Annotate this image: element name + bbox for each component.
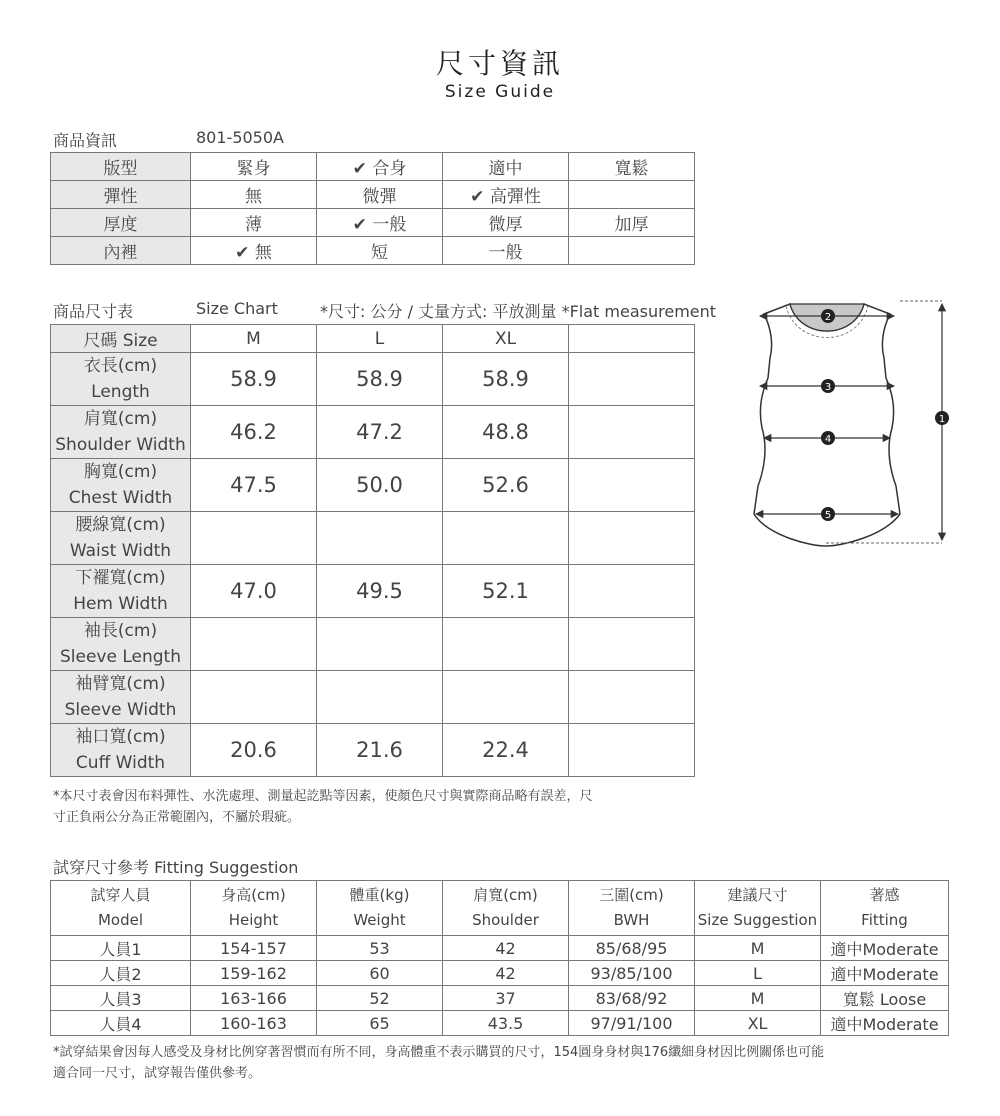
size-value: 58.9 [443, 353, 569, 406]
attr-name: 厚度 [51, 209, 191, 237]
size-row-label-zh: 胸寬(cm) [83, 462, 158, 482]
size-chart-label: 商品尺寸表 [53, 302, 134, 321]
fitting-header-cell [695, 881, 821, 936]
page-subtitle: Size Guide [444, 82, 556, 102]
size-row-hem [51, 565, 695, 618]
fitting-cell: 42 [443, 961, 569, 986]
fitting-table [50, 880, 949, 1036]
attr-row-elasticity [51, 181, 695, 209]
size-value: 52.1 [443, 565, 569, 618]
col-zh: 試穿人員 [90, 886, 151, 904]
attr-name: 彈性 [51, 181, 191, 209]
attr-name: 內裡 [51, 237, 191, 265]
attr-option: 微厚 [443, 209, 569, 237]
attr-row-lining [51, 237, 695, 265]
size-value [569, 724, 695, 777]
size-row-label-en: Shoulder Width [55, 435, 186, 455]
svg-text:4: 4 [824, 434, 832, 445]
col-en: Weight [353, 911, 406, 929]
attr-row-thickness [51, 209, 695, 237]
fitting-row [51, 1011, 949, 1036]
size-value [317, 671, 443, 724]
size-value [569, 512, 695, 565]
attr-option [569, 181, 695, 209]
size-header-cell [569, 325, 695, 353]
fitting-cell: 人員4 [51, 1011, 191, 1036]
size-row-label-en: Waist Width [69, 541, 172, 561]
size-value: 48.8 [443, 406, 569, 459]
fitting-cell: 適中Moderate [821, 1011, 949, 1036]
size-value [191, 671, 317, 724]
col-zh: 體重(kg) [349, 886, 410, 904]
size-value: 20.6 [191, 724, 317, 777]
disclaimer-line: *試穿結果會因每人感受及身材比例穿著習慣而有所不同，身高體重不表示購買的尺寸，154圓身身材與176纖細身材因比例關係也可能 [53, 1045, 825, 1060]
size-row-label [51, 565, 191, 618]
size-value [191, 512, 317, 565]
garment-measurement-diagram [752, 296, 962, 550]
fitting-row [51, 986, 949, 1011]
size-value: 47.5 [191, 459, 317, 512]
measurement-note: *尺寸: 公分 / 丈量方式: 平放測量 *Flat measurement [320, 302, 717, 321]
attr-option: 薄 [191, 209, 317, 237]
fitting-cell: L [695, 961, 821, 986]
product-info-label: 商品資訊 [53, 131, 118, 150]
marker-5 [821, 507, 835, 521]
fitting-header-cell [191, 881, 317, 936]
fitting-header-cell [443, 881, 569, 936]
size-chart-disclaimer [53, 786, 593, 828]
size-value [569, 565, 695, 618]
fitting-cell: 42 [443, 936, 569, 961]
fitting-disclaimer [53, 1042, 824, 1084]
size-value: 47.2 [317, 406, 443, 459]
size-value [443, 671, 569, 724]
fitting-cell: 適中Moderate [821, 936, 949, 961]
attr-option [569, 237, 695, 265]
col-zh: 著感 [869, 886, 900, 904]
fitting-cell: 97/91/100 [569, 1011, 695, 1036]
size-value: 22.4 [443, 724, 569, 777]
size-row-label [51, 618, 191, 671]
attr-option: 緊身 [191, 153, 317, 181]
size-value: 46.2 [191, 406, 317, 459]
size-value [443, 618, 569, 671]
size-row-label-zh: 下襬寬(cm) [75, 568, 166, 588]
fitting-cell: 160-163 [191, 1011, 317, 1036]
svg-text:5: 5 [824, 510, 832, 521]
size-value: 50.0 [317, 459, 443, 512]
size-value: 49.5 [317, 565, 443, 618]
size-row-label-zh: 肩寬(cm) [83, 409, 158, 429]
attr-option: ✔ 高彈性 [443, 181, 569, 209]
size-row-label-en: Chest Width [68, 488, 173, 508]
size-row-label-zh: 腰線寬(cm) [75, 515, 166, 535]
fitting-cell: 159-162 [191, 961, 317, 986]
fitting-cell: 寬鬆 Loose [821, 986, 949, 1011]
attr-option: 短 [317, 237, 443, 265]
attr-option: ✔ 無 [191, 237, 317, 265]
attr-option: 加厚 [569, 209, 695, 237]
disclaimer-line: *本尺寸表會因布料彈性、水洗處理、測量起訖點等因素，使顏色尺寸與實際商品略有誤差，尺 [53, 789, 593, 804]
fitting-cell: 53 [317, 936, 443, 961]
col-en: Model [97, 911, 144, 929]
svg-text:1: 1 [938, 414, 946, 425]
size-row-cuff [51, 724, 695, 777]
size-row-label [51, 671, 191, 724]
fitting-cell: 65 [317, 1011, 443, 1036]
size-value [569, 618, 695, 671]
size-row-label-en: Sleeve Width [64, 700, 177, 720]
col-en: Size Suggestion [697, 911, 818, 929]
fitting-header-cell [821, 881, 949, 936]
col-en: BWH [613, 911, 650, 929]
size-row-label-en: Length [91, 382, 150, 402]
col-zh: 建議尺寸 [727, 886, 788, 904]
fitting-label: 試穿尺寸參考 Fitting Suggestion [53, 858, 299, 877]
size-value [443, 512, 569, 565]
attr-option: 適中 [443, 153, 569, 181]
size-value [317, 512, 443, 565]
marker-1 [935, 411, 949, 425]
size-header-cell: XL [443, 325, 569, 353]
size-header-cell: L [317, 325, 443, 353]
fitting-row [51, 961, 949, 986]
col-en: Fitting [861, 911, 908, 929]
size-row-label-zh: 袖口寬(cm) [75, 727, 166, 747]
size-value: 58.9 [317, 353, 443, 406]
attr-name: 版型 [51, 153, 191, 181]
size-row-label-en: Hem Width [73, 594, 168, 614]
size-chart-label-en: Size Chart [196, 299, 278, 318]
size-chart-table [50, 324, 695, 777]
size-value: 47.0 [191, 565, 317, 618]
disclaimer-line: 寸正負兩公分為正常範圍內，不屬於瑕疵。 [53, 810, 301, 825]
size-value [569, 353, 695, 406]
fitting-cell: M [695, 986, 821, 1011]
svg-text:3: 3 [824, 382, 832, 393]
fitting-cell: M [695, 936, 821, 961]
size-row-length [51, 353, 695, 406]
fitting-cell: 163-166 [191, 986, 317, 1011]
fitting-row [51, 936, 949, 961]
size-row-label [51, 724, 191, 777]
size-row-sleeve-length [51, 618, 695, 671]
col-zh: 身高(cm) [221, 886, 286, 904]
size-row-label-zh: 衣長(cm) [83, 356, 158, 376]
fitting-cell: 93/85/100 [569, 961, 695, 986]
size-row-waist [51, 512, 695, 565]
page-title: 尺寸資訊 [435, 47, 564, 80]
attr-option: 一般 [443, 237, 569, 265]
size-row-label [51, 353, 191, 406]
size-header-cell: M [191, 325, 317, 353]
size-value [569, 459, 695, 512]
fitting-cell: 85/68/95 [569, 936, 695, 961]
fitting-cell: 154-157 [191, 936, 317, 961]
col-en: Shoulder [472, 911, 539, 929]
fitting-cell: 83/68/92 [569, 986, 695, 1011]
fitting-cell: 60 [317, 961, 443, 986]
size-row-label-zh: 袖臂寬(cm) [75, 674, 166, 694]
size-row-label-zh: 袖長(cm) [83, 621, 158, 641]
attr-option: 無 [191, 181, 317, 209]
disclaimer-line: 適合同一尺寸，試穿報告僅供參考。 [53, 1066, 262, 1081]
size-row-label [51, 406, 191, 459]
size-row-label [51, 459, 191, 512]
size-header-row [51, 325, 695, 353]
size-value [191, 618, 317, 671]
attr-row-fit [51, 153, 695, 181]
size-header-cell: 尺碼 Size [51, 325, 191, 353]
fitting-cell: 37 [443, 986, 569, 1011]
fitting-cell: 人員2 [51, 961, 191, 986]
fitting-cell: 人員1 [51, 936, 191, 961]
col-zh: 三圍(cm) [599, 886, 664, 904]
attr-option: 微彈 [317, 181, 443, 209]
product-code: 801-5050A [196, 128, 284, 147]
marker-2 [821, 309, 835, 323]
size-value: 21.6 [317, 724, 443, 777]
marker-3 [821, 379, 835, 393]
attr-option: ✔ 一般 [317, 209, 443, 237]
fitting-cell: 43.5 [443, 1011, 569, 1036]
col-zh: 肩寬(cm) [473, 886, 538, 904]
size-row-label-en: Sleeve Length [60, 647, 181, 667]
product-attribute-table [50, 152, 695, 265]
attr-option: 寬鬆 [569, 153, 695, 181]
size-row-chest [51, 459, 695, 512]
fitting-header-cell [569, 881, 695, 936]
attr-option: ✔ 合身 [317, 153, 443, 181]
svg-text:2: 2 [824, 312, 832, 323]
size-value [569, 671, 695, 724]
marker-4 [821, 431, 835, 445]
fitting-cell: XL [695, 1011, 821, 1036]
size-row-label [51, 512, 191, 565]
size-value: 52.6 [443, 459, 569, 512]
fitting-header-cell [317, 881, 443, 936]
size-row-label-en: Cuff Width [75, 753, 166, 773]
size-value [569, 406, 695, 459]
fitting-header-cell [51, 881, 191, 936]
fitting-cell: 適中Moderate [821, 961, 949, 986]
fitting-cell: 52 [317, 986, 443, 1011]
col-en: Height [228, 911, 279, 929]
size-value: 58.9 [191, 353, 317, 406]
size-value [317, 618, 443, 671]
size-row-sleeve-width [51, 671, 695, 724]
size-row-shoulder [51, 406, 695, 459]
fitting-header-row [51, 881, 949, 936]
fitting-cell: 人員3 [51, 986, 191, 1011]
